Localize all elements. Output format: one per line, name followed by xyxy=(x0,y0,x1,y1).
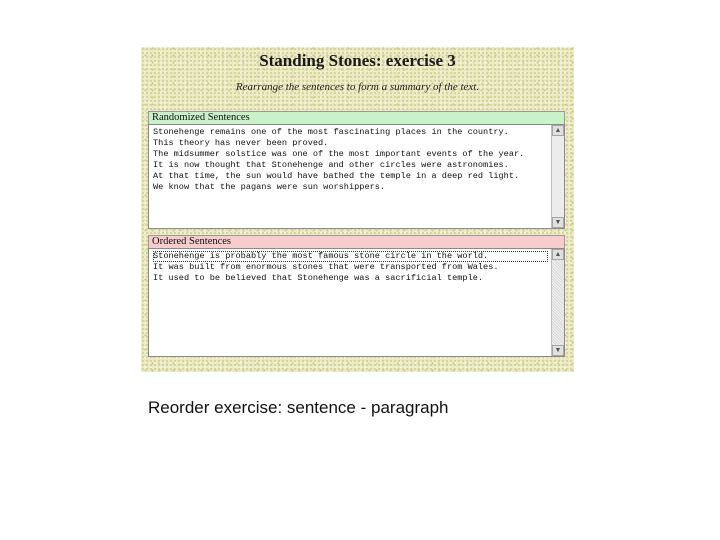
scroll-down-icon[interactable]: ▼ xyxy=(552,345,564,356)
randomized-list xyxy=(149,125,564,193)
randomized-scrollbar[interactable] xyxy=(551,125,564,228)
ordered-panel xyxy=(148,235,565,359)
randomized-sentence-5[interactable]: At that time, the sun would have bathed the temple in a deep red light. xyxy=(153,171,520,181)
exercise-window xyxy=(141,47,574,372)
slide-caption: Reorder exercise: sentence - paragraph xyxy=(148,398,449,417)
scroll-down-icon[interactable]: ▼ xyxy=(552,217,564,228)
ordered-sentence-2[interactable]: It was built from enormous stones that were transported from Wales. xyxy=(153,262,499,272)
ordered-sentences-box[interactable] xyxy=(148,248,565,357)
randomized-sentence-1[interactable]: Stonehenge remains one of the most fascinating places in the country. xyxy=(153,127,509,137)
randomized-label: Randomized Sentences xyxy=(148,111,565,124)
scroll-up-icon[interactable]: ▲ xyxy=(552,249,564,260)
ordered-list xyxy=(149,249,564,284)
randomized-sentence-4[interactable]: It is now thought that Stonehenge and other circles were astronomies. xyxy=(153,160,509,170)
randomized-sentence-3[interactable]: The midsummer solstice was one of the most important events of the year. xyxy=(153,149,525,159)
ordered-scrollbar[interactable] xyxy=(551,249,564,356)
randomized-sentences-box[interactable] xyxy=(148,124,565,229)
scroll-up-icon[interactable]: ▲ xyxy=(552,125,564,136)
randomized-sentence-6[interactable]: We know that the pagans were sun worshippers. xyxy=(153,182,386,192)
page-title: Standing Stones: exercise 3 xyxy=(259,51,456,70)
randomized-sentence-2[interactable]: This theory has never been proved. xyxy=(153,138,329,148)
ordered-sentence-3[interactable]: It used to be believed that Stonehenge was a sacrificial temple. xyxy=(153,273,484,283)
ordered-label: Ordered Sentences xyxy=(148,235,565,248)
instruction-text: Rearrange the sentences to form a summary of the text. xyxy=(235,81,480,93)
ordered-sentence-1[interactable]: Stonehenge is probably the most famous stone circle in the world. xyxy=(153,251,548,262)
